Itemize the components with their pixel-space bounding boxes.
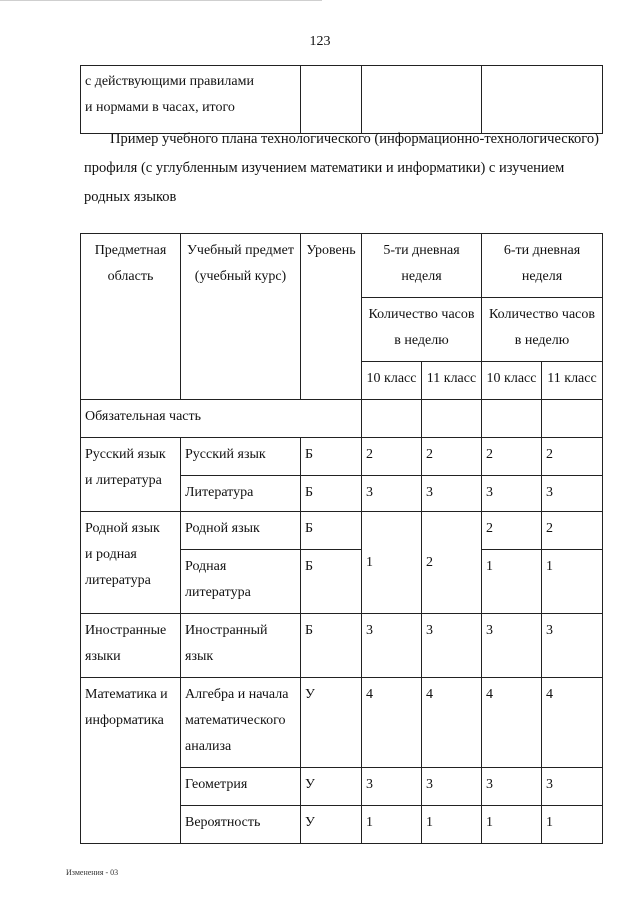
level-cell: Б (301, 476, 362, 512)
table-cell (482, 66, 603, 134)
table-cell (422, 400, 482, 438)
table-row (81, 512, 603, 550)
header-grade: 11 класс (422, 362, 482, 400)
subject-cell: Геометрия (181, 768, 301, 806)
header-hours-5day (362, 298, 482, 362)
table-row (81, 66, 603, 134)
hours-cell: 4 (422, 678, 482, 768)
hours-cell: 3 (362, 768, 422, 806)
header-text: в неделю (514, 333, 570, 348)
level-cell: Б (301, 438, 362, 476)
header-text: область (107, 269, 154, 284)
hours-cell: 3 (362, 476, 422, 512)
area-native (81, 512, 181, 614)
hours-cell: 2 (542, 512, 603, 550)
header-6day-week (482, 234, 603, 298)
header-row (81, 234, 603, 298)
subject-cell: Русский язык (181, 438, 301, 476)
hours-cell: 1 (542, 550, 603, 614)
hours-cell-merged: 1 (362, 512, 422, 614)
header-text: Количество часов (489, 307, 595, 322)
level-cell: У (301, 806, 362, 844)
paragraph-line: профиля (с углубленным изучением математики и информатики) с изучением (84, 160, 565, 176)
page-number: 123 (309, 34, 331, 49)
table-cell (482, 400, 542, 438)
area-text: Русский язык (85, 447, 166, 462)
footer-note: Изменения - 03 (66, 868, 119, 877)
area-russian (81, 438, 181, 512)
mandatory-part-label: Обязательная часть (81, 400, 362, 438)
subject-text: язык (185, 649, 214, 664)
subject-cell: Вероятность (181, 806, 301, 844)
intro-paragraph (84, 125, 610, 212)
paragraph-line: родных языков (84, 189, 177, 205)
header-subject (181, 234, 301, 400)
header-text: Предметная (94, 243, 167, 258)
header-text: в неделю (394, 333, 449, 348)
curriculum-table (80, 233, 603, 844)
hours-cell-merged: 2 (422, 512, 482, 614)
hours-cell: 2 (482, 438, 542, 476)
level-cell: Б (301, 550, 362, 614)
cell-text: и нормами в часах, итого (85, 100, 235, 115)
hours-cell: 3 (362, 614, 422, 678)
subject-cell: Родной язык (181, 512, 301, 550)
hours-cell: 3 (542, 768, 603, 806)
header-subject-area (81, 234, 181, 400)
hours-cell: 3 (422, 614, 482, 678)
table-cell (81, 66, 301, 134)
hours-cell: 2 (542, 438, 603, 476)
hours-cell: 3 (482, 768, 542, 806)
hours-cell: 2 (482, 512, 542, 550)
hours-cell: 3 (482, 476, 542, 512)
table-cell (362, 400, 422, 438)
subject-text: анализа (185, 739, 232, 754)
area-math (81, 678, 181, 844)
header-text: 6-ти дневная (503, 243, 581, 258)
header-grade: 10 класс (362, 362, 422, 400)
level-cell: У (301, 678, 362, 768)
header-level: Уровень (301, 234, 362, 400)
header-grade: 11 класс (542, 362, 603, 400)
hours-cell: 1 (362, 806, 422, 844)
hours-cell: 1 (482, 806, 542, 844)
subject-cell: Литература (181, 476, 301, 512)
header-text: 5-ти дневная (383, 243, 460, 258)
header-text: Учебный предмет (186, 243, 295, 258)
header-text: (учебный курс) (194, 269, 287, 284)
hours-cell: 4 (362, 678, 422, 768)
hours-cell: 3 (542, 614, 603, 678)
table-row (81, 400, 603, 438)
hours-cell: 3 (542, 476, 603, 512)
area-text: и литература (85, 473, 162, 488)
area-text: Родной язык (85, 521, 160, 536)
header-5day-week (362, 234, 482, 298)
header-grade: 10 класс (482, 362, 542, 400)
subject-cell (181, 614, 301, 678)
subject-text: Алгебра и начала (185, 687, 289, 702)
subject-text: математического (185, 713, 286, 728)
header-text: Количество часов (368, 307, 475, 322)
area-text: Иностранные (85, 623, 167, 638)
area-text: языки (85, 649, 121, 664)
hours-cell: 3 (422, 476, 482, 512)
table-row (81, 438, 603, 476)
hours-cell: 1 (542, 806, 603, 844)
hours-cell: 3 (482, 614, 542, 678)
area-text: литература (85, 573, 151, 588)
subject-text: литература (185, 585, 251, 600)
hours-cell: 3 (422, 768, 482, 806)
level-cell: Б (301, 512, 362, 550)
subject-cell (181, 550, 301, 614)
table-cell (301, 66, 362, 134)
top-edge-line (0, 0, 322, 1)
table-row (81, 678, 603, 768)
cell-text: с действующими правилами (85, 74, 254, 89)
hours-cell: 1 (482, 550, 542, 614)
subject-cell (181, 678, 301, 768)
hours-cell: 2 (362, 438, 422, 476)
header-hours-6day (482, 298, 603, 362)
area-text: информатика (85, 713, 164, 728)
carryover-table (80, 65, 603, 134)
hours-cell: 2 (422, 438, 482, 476)
area-text: и родная (85, 547, 137, 562)
table-cell (362, 66, 482, 134)
level-cell: Б (301, 614, 362, 678)
area-text: Математика и (85, 687, 168, 702)
level-cell: У (301, 768, 362, 806)
area-foreign (81, 614, 181, 678)
hours-cell: 4 (482, 678, 542, 768)
subject-text: Родная (185, 559, 227, 574)
subject-text: Иностранный (185, 623, 268, 638)
table-row (81, 614, 603, 678)
header-text: неделя (401, 269, 442, 284)
header-text: неделя (521, 269, 563, 284)
hours-cell: 4 (542, 678, 603, 768)
table-cell (542, 400, 603, 438)
paragraph-line: Пример учебного плана технологического (информационно-технологического) (110, 131, 599, 147)
hours-cell: 1 (422, 806, 482, 844)
